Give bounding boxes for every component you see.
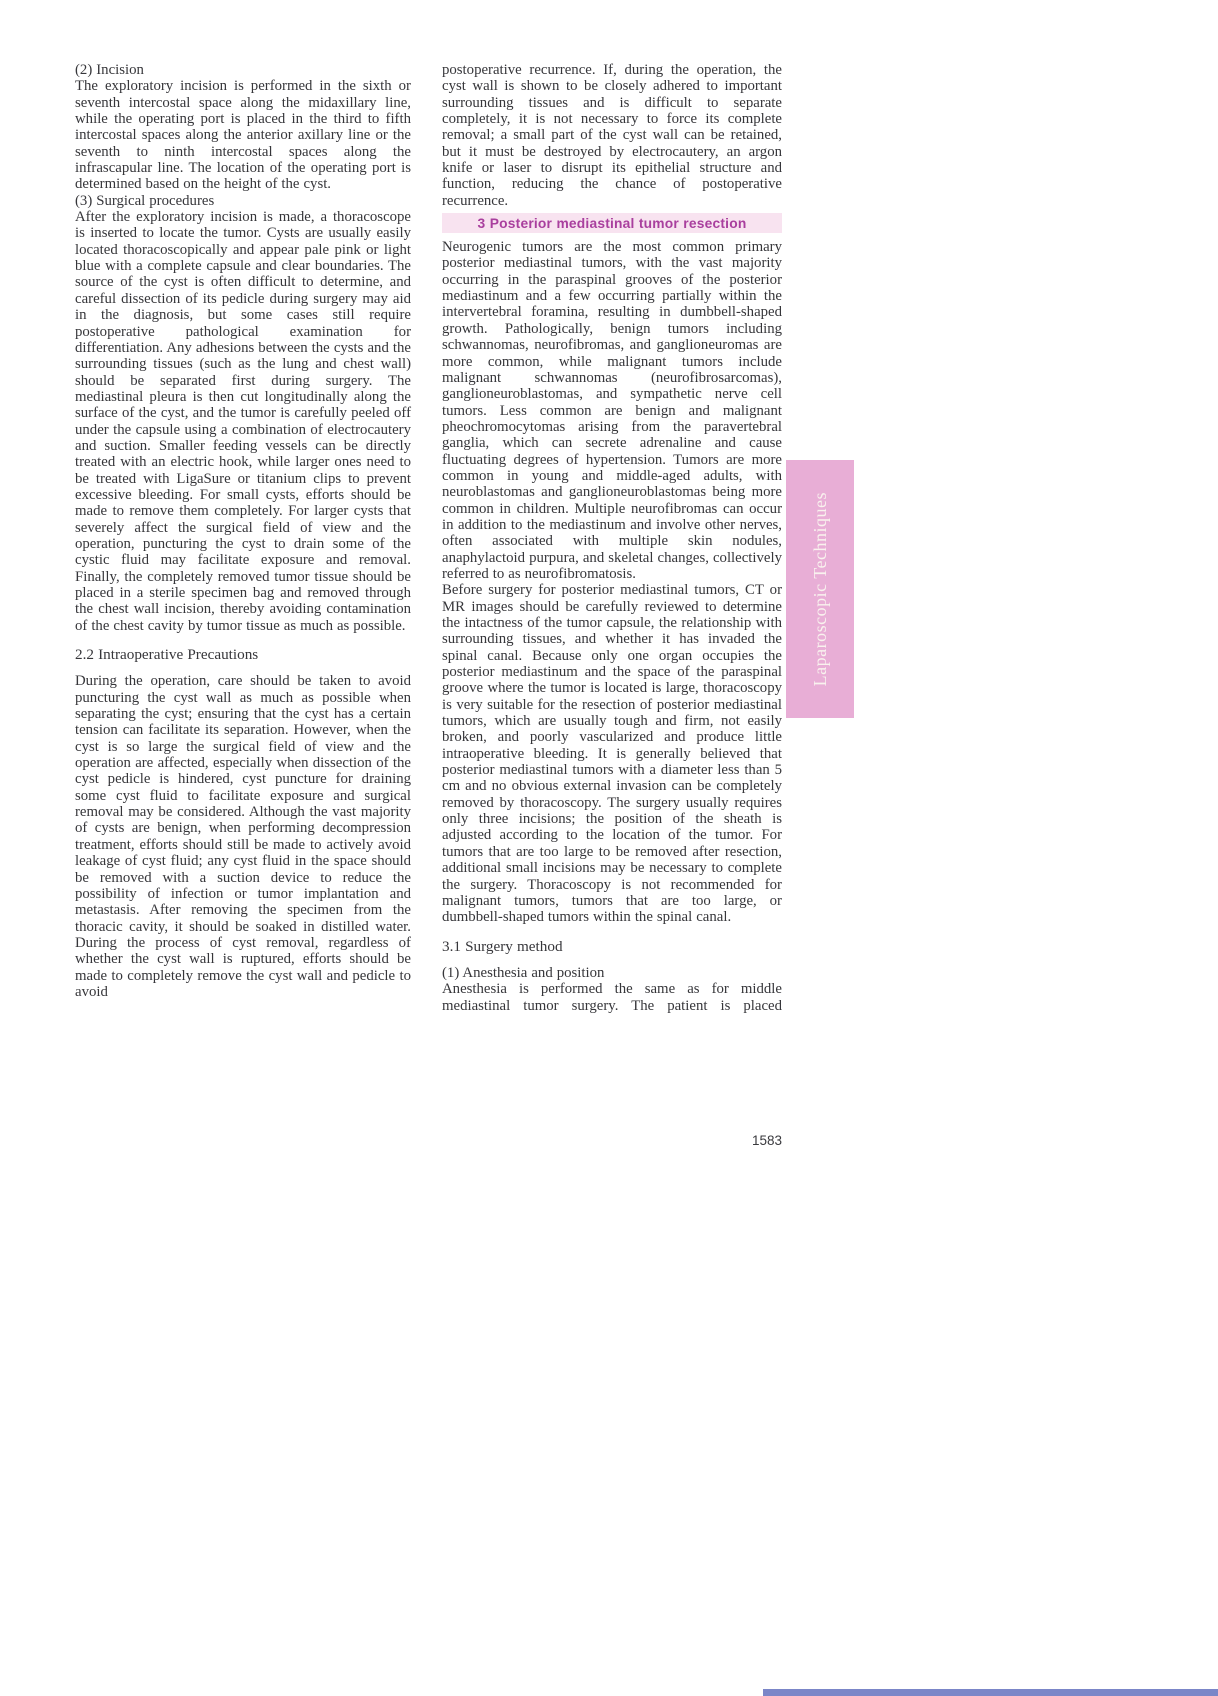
sidebar-tab-label: Laparoscopic Techniques (809, 491, 830, 687)
chapter-band-heading: 3 Posterior mediastinal tumor resection (442, 213, 782, 233)
left-column (75, 62, 411, 1000)
paragraph: Anesthesia is performed the same as for middle mediastinal tumor surgery. The patient is placed (442, 981, 782, 1014)
numbered-item-line: (3) Surgical procedures (75, 192, 215, 209)
page-number: 1583 (751, 1133, 782, 1148)
bottom-edge-bar (763, 1689, 1218, 1696)
right-column (442, 62, 782, 1014)
numbered-item-line: (2) Incision (75, 62, 144, 78)
section-heading: 3.1 Surgery method (442, 937, 563, 955)
section-heading: 2.2 Intraoperative Precautions (75, 646, 259, 664)
sidebar-tab (786, 460, 854, 718)
paragraph: After the exploratory incision is made, a thoracoscope is inserted to locate the tumor. Cysts are usually easily located thoracoscopically and appear pale pink or light blue with a complete capsule and clear boundaries. The source of the cyst is often difficult to determine, and careful dissection of its pedicle during surgery may aid in the diagnosis, but some cases still require postoperative pathological examination for differentiation. Any adhesions between the cysts and the surrounding tissues (such as the lung and chest wall) should be separated first during surgery. The mediastinal pleura is then cut longitudinally along the surface of the cyst, and the tumor is carefully peeled off under the capsule using a combination of electrocautery and suction. Smaller feeding vessels can be directly treated with an electric hook, while larger ones need to be treated with LigaSure or titanium clips to prevent excessive bleeding. For small cysts, efforts should be made to remove them completely. For larger cysts that severely affect the surgical field of view and the operation, puncturing the cyst to drain some of the cystic fluid may facilitate exposure and removal. Finally, the completely removed tumor tissue should be placed in a sterile specimen bag and removed through the chest wall incision, thereby avoiding contamination of the chest cavity by tumor tissue as much as possible. (75, 209, 411, 634)
numbered-item-line: (1) Anesthesia and position (442, 964, 605, 981)
paragraph: Before surgery for posterior mediastinal tumors, CT or MR images should be carefully reviewed to determine the intactness of the tumor capsule, the relationship with surrounding tissues, and whether it has invaded the spinal canal. Because only one organ occupies the posterior mediastinum and the space of the paraspinal groove where the tumor is located is large, thoracoscopy is very suitable for the resection of posterior mediastinal tumors, which are usually tough and firm, not easily broken, and poorly vascularized and produce little intraoperative bleeding. It is generally believed that posterior mediastinal tumors with a diameter less than 5 cm and no obvious external invasion can be completely removed by thoracoscopy. The surgery usually requires only three incisions; the position of the sheath is adjusted according to the location of the tumor. For tumors that are too large to be removed after resection, additional small incisions may be necessary to complete the surgery. Thoracoscopy is not recommended for malignant tumors, tumors that are too large, or dumbbell-shaped tumors within the spinal canal. (442, 582, 782, 926)
paragraph: postoperative recurrence. If, during the operation, the cyst wall is shown to be closely adhered to important surrounding tissues and is difficult to separate completely, it is not necessary to force its complete removal; a small part of the cyst wall can be retained, but it must be destroyed by electrocautery, an argon knife or laser to disrupt its epithelial structure and function, reducing the chance of postoperative recurrence. (442, 62, 782, 209)
paragraph: The exploratory incision is performed in the sixth or seventh intercostal space along the midaxillary line, while the operating port is placed in the third to fifth intercostal spaces along the anterior axillary line or the seventh to ninth intercostal spaces along the infrascapular line. The location of the operating port is determined based on the height of the cyst. (75, 78, 411, 193)
paragraph: During the operation, care should be taken to avoid puncturing the cyst wall as much as possible when separating the cyst; ensuring that the cyst has a certain tension can facilitate its separation. However, when the cyst is so large the surgical field of view and the operation are affected, especially when dissection of the cyst pedicle is hindered, cyst puncture for draining some cyst fluid to facilitate exposure and surgical removal may be considered. Although the vast majority of cysts are benign, when performing decompression treatment, efforts should still be made to actively avoid leakage of cyst fluid; any cyst fluid in the space should be removed with a suction device to reduce the possibility of infection or tumor implantation and metastasis. After removing the specimen from the thoracic cavity, it should be soaked in distilled water. During the process of cyst removal, regardless of whether the cyst wall is ruptured, efforts should be made to completely remove the cyst wall and pedicle to avoid (75, 673, 411, 1000)
paragraph: Neurogenic tumors are the most common primary posterior mediastinal tumors, with the vast majority occurring in the paraspinal grooves of the posterior mediastinum and a few occurring partially within the intervertebral foramina, resulting in dumbbell-shaped growth. Pathologically, benign tumors including schwannomas, neurofibromas, and ganglioneuromas are more common, while malignant tumors include malignant schwannomas (neurofibrosarcomas), ganglioneuroblastomas, and sympathetic nerve cell tumors. Less common are benign and malignant pheochromocytomas arising from the paravertebral ganglia, which can secrete adrenaline and cause fluctuating degrees of hypertension. Tumors are more common in young and middle-aged adults, with neuroblastomas and ganglioneuroblastomas being more common in children. Multiple neurofibromas can occur in addition to the mediastinum and involve other nerves, often associated with multiple skin nodules, anaphylactoid purpura, and skeletal changes, collectively referred to as neurofibromatosis. (442, 239, 782, 582)
